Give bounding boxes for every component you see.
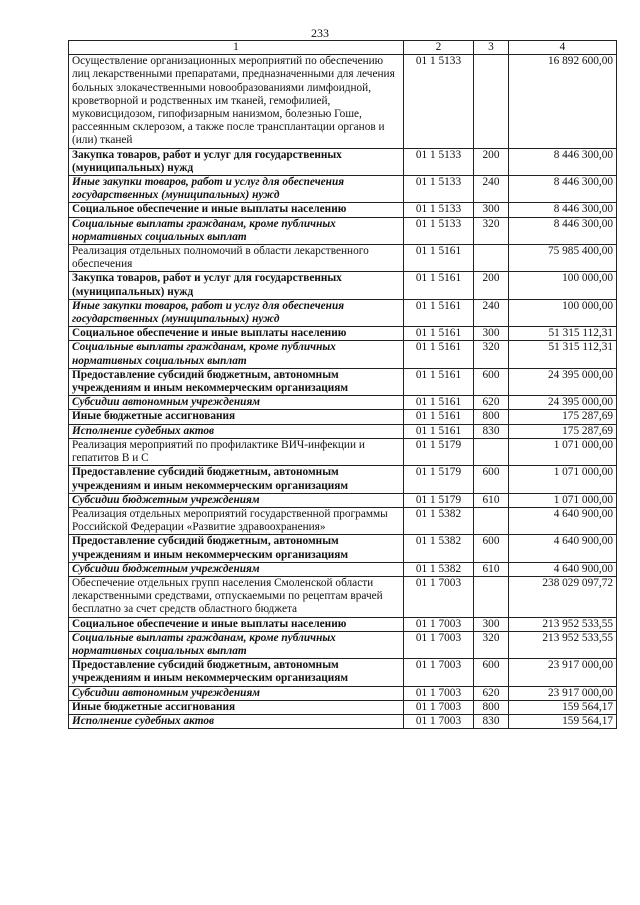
row-target-code: 01 1 5161 bbox=[404, 410, 474, 424]
row-target-code: 01 1 5133 bbox=[404, 217, 474, 244]
column-header-amount: 4 bbox=[509, 41, 617, 55]
row-expense-type: 600 bbox=[474, 368, 509, 395]
row-target-code: 01 1 7003 bbox=[404, 659, 474, 686]
row-target-code: 01 1 5382 bbox=[404, 535, 474, 562]
row-expense-type: 320 bbox=[474, 217, 509, 244]
row-name: Социальное обеспечение и иные выплаты населению bbox=[69, 327, 404, 341]
row-target-code: 01 1 5179 bbox=[404, 438, 474, 465]
table-row bbox=[69, 410, 617, 424]
row-amount: 51 315 112,31 bbox=[509, 327, 617, 341]
row-amount: 8 446 300,00 bbox=[509, 148, 617, 175]
row-target-code: 01 1 5161 bbox=[404, 368, 474, 395]
table-row bbox=[69, 396, 617, 410]
row-expense-type: 240 bbox=[474, 176, 509, 203]
row-name: Закупка товаров, работ и услуг для государственных (муниципальных) нужд bbox=[69, 148, 404, 175]
row-amount: 213 952 533,55 bbox=[509, 631, 617, 658]
table-row bbox=[69, 700, 617, 714]
row-target-code: 01 1 5161 bbox=[404, 299, 474, 326]
table-row bbox=[69, 341, 617, 368]
row-expense-type: 800 bbox=[474, 700, 509, 714]
table-row bbox=[69, 714, 617, 728]
row-target-code: 01 1 5133 bbox=[404, 176, 474, 203]
row-expense-type: 200 bbox=[474, 272, 509, 299]
row-amount: 8 446 300,00 bbox=[509, 203, 617, 217]
row-expense-type: 830 bbox=[474, 424, 509, 438]
table-row bbox=[69, 245, 617, 272]
row-target-code: 01 1 5382 bbox=[404, 562, 474, 576]
row-name: Осуществление организационных мероприятий по обеспечению лиц лекарственными препаратами, предназначенными для лечения больных злокачественными новообразованиями лимфоидной, кроветворной и родственных им тканей, гемофилией, муковисцидозом, гипофизарным нанизмом, болезнью Гоше, рассеянным склерозом, а также после трансплантации органов и (или) тканей bbox=[69, 55, 404, 148]
row-target-code: 01 1 5133 bbox=[404, 55, 474, 148]
row-expense-type bbox=[474, 438, 509, 465]
table-row bbox=[69, 535, 617, 562]
row-amount: 16 892 600,00 bbox=[509, 55, 617, 148]
row-expense-type: 800 bbox=[474, 410, 509, 424]
table-row bbox=[69, 327, 617, 341]
row-amount: 4 640 900,00 bbox=[509, 535, 617, 562]
row-amount: 1 071 000,00 bbox=[509, 466, 617, 493]
row-target-code: 01 1 5161 bbox=[404, 341, 474, 368]
row-expense-type: 300 bbox=[474, 203, 509, 217]
row-target-code: 01 1 7003 bbox=[404, 631, 474, 658]
row-expense-type: 620 bbox=[474, 686, 509, 700]
row-name: Субсидии автономным учреждениям bbox=[69, 686, 404, 700]
row-amount: 100 000,00 bbox=[509, 272, 617, 299]
row-target-code: 01 1 5179 bbox=[404, 466, 474, 493]
row-target-code: 01 1 5382 bbox=[404, 507, 474, 534]
column-header-code: 2 bbox=[404, 41, 474, 55]
row-name: Реализация мероприятий по профилактике ВИЧ-инфекции и гепатитов В и С bbox=[69, 438, 404, 465]
row-name: Исполнение судебных актов bbox=[69, 714, 404, 728]
row-amount: 4 640 900,00 bbox=[509, 507, 617, 534]
row-name: Социальные выплаты гражданам, кроме публичных нормативных социальных выплат bbox=[69, 631, 404, 658]
row-name: Иные бюджетные ассигнования bbox=[69, 410, 404, 424]
page-number: 233 bbox=[311, 26, 329, 40]
row-name: Предоставление субсидий бюджетным, автономным учреждениям и иным некоммерческим организациям bbox=[69, 368, 404, 395]
budget-table bbox=[68, 40, 617, 729]
table-header-row bbox=[69, 41, 617, 55]
row-target-code: 01 1 5161 bbox=[404, 245, 474, 272]
row-target-code: 01 1 5161 bbox=[404, 424, 474, 438]
column-header-name: 1 bbox=[69, 41, 404, 55]
row-amount: 159 564,17 bbox=[509, 714, 617, 728]
row-expense-type bbox=[474, 576, 509, 617]
row-amount: 238 029 097,72 bbox=[509, 576, 617, 617]
table-row bbox=[69, 562, 617, 576]
row-name: Социальное обеспечение и иные выплаты населению bbox=[69, 203, 404, 217]
table-row bbox=[69, 686, 617, 700]
row-name: Предоставление субсидий бюджетным, автономным учреждениям и иным некоммерческим организациям bbox=[69, 466, 404, 493]
row-amount: 75 985 400,00 bbox=[509, 245, 617, 272]
table-row bbox=[69, 217, 617, 244]
row-amount: 8 446 300,00 bbox=[509, 176, 617, 203]
table-row bbox=[69, 424, 617, 438]
row-expense-type bbox=[474, 245, 509, 272]
row-name: Реализация отдельных мероприятий государственной программы Российской Федерации «Развитие здравоохранения» bbox=[69, 507, 404, 534]
table-row bbox=[69, 203, 617, 217]
row-expense-type: 610 bbox=[474, 562, 509, 576]
row-name: Предоставление субсидий бюджетным, автономным учреждениям и иным некоммерческим организациям bbox=[69, 535, 404, 562]
row-amount: 4 640 900,00 bbox=[509, 562, 617, 576]
row-expense-type: 610 bbox=[474, 493, 509, 507]
row-name: Иные бюджетные ассигнования bbox=[69, 700, 404, 714]
row-expense-type: 600 bbox=[474, 535, 509, 562]
row-name: Социальные выплаты гражданам, кроме публичных нормативных социальных выплат bbox=[69, 341, 404, 368]
table-row bbox=[69, 466, 617, 493]
table-row bbox=[69, 631, 617, 658]
row-target-code: 01 1 5133 bbox=[404, 203, 474, 217]
table-row bbox=[69, 576, 617, 617]
row-expense-type bbox=[474, 55, 509, 148]
row-name: Субсидии бюджетным учреждениям bbox=[69, 562, 404, 576]
table-row bbox=[69, 272, 617, 299]
row-expense-type: 200 bbox=[474, 148, 509, 175]
row-name: Обеспечение отдельных групп населения Смоленской области лекарственными средствами, отпускаемыми по рецептам врачей бесплатно за счет средств областного бюджета bbox=[69, 576, 404, 617]
row-expense-type: 300 bbox=[474, 327, 509, 341]
row-amount: 213 952 533,55 bbox=[509, 617, 617, 631]
row-target-code: 01 1 5161 bbox=[404, 272, 474, 299]
table-row bbox=[69, 299, 617, 326]
row-amount: 24 395 000,00 bbox=[509, 368, 617, 395]
row-target-code: 01 1 7003 bbox=[404, 617, 474, 631]
table-row bbox=[69, 368, 617, 395]
row-amount: 23 917 000,00 bbox=[509, 686, 617, 700]
row-target-code: 01 1 5133 bbox=[404, 148, 474, 175]
table-row bbox=[69, 617, 617, 631]
row-name: Закупка товаров, работ и услуг для государственных (муниципальных) нужд bbox=[69, 272, 404, 299]
row-name: Предоставление субсидий бюджетным, автономным учреждениям и иным некоммерческим организациям bbox=[69, 659, 404, 686]
row-expense-type: 830 bbox=[474, 714, 509, 728]
row-name: Социальные выплаты гражданам, кроме публичных нормативных социальных выплат bbox=[69, 217, 404, 244]
row-amount: 175 287,69 bbox=[509, 424, 617, 438]
row-name: Иные закупки товаров, работ и услуг для обеспечения государственных (муниципальных) нужд bbox=[69, 299, 404, 326]
row-name: Иные закупки товаров, работ и услуг для обеспечения государственных (муниципальных) нужд bbox=[69, 176, 404, 203]
row-target-code: 01 1 7003 bbox=[404, 686, 474, 700]
row-expense-type: 300 bbox=[474, 617, 509, 631]
table-row bbox=[69, 176, 617, 203]
row-target-code: 01 1 7003 bbox=[404, 700, 474, 714]
row-target-code: 01 1 7003 bbox=[404, 576, 474, 617]
row-amount: 100 000,00 bbox=[509, 299, 617, 326]
table-row bbox=[69, 659, 617, 686]
column-header-expense-type: 3 bbox=[474, 41, 509, 55]
table-row bbox=[69, 438, 617, 465]
row-target-code: 01 1 5161 bbox=[404, 327, 474, 341]
row-amount: 8 446 300,00 bbox=[509, 217, 617, 244]
row-amount: 1 071 000,00 bbox=[509, 438, 617, 465]
row-target-code: 01 1 5179 bbox=[404, 493, 474, 507]
table-row bbox=[69, 55, 617, 148]
row-expense-type: 320 bbox=[474, 631, 509, 658]
row-target-code: 01 1 5161 bbox=[404, 396, 474, 410]
table-row bbox=[69, 507, 617, 534]
row-amount: 23 917 000,00 bbox=[509, 659, 617, 686]
row-name: Субсидии автономным учреждениям bbox=[69, 396, 404, 410]
table-body bbox=[69, 55, 617, 729]
row-amount: 1 071 000,00 bbox=[509, 493, 617, 507]
row-expense-type: 600 bbox=[474, 466, 509, 493]
table-row bbox=[69, 148, 617, 175]
row-name: Субсидии бюджетным учреждениям bbox=[69, 493, 404, 507]
row-amount: 51 315 112,31 bbox=[509, 341, 617, 368]
row-name: Исполнение судебных актов bbox=[69, 424, 404, 438]
row-name: Реализация отдельных полномочий в области лекарственного обеспечения bbox=[69, 245, 404, 272]
row-amount: 175 287,69 bbox=[509, 410, 617, 424]
row-expense-type: 320 bbox=[474, 341, 509, 368]
row-expense-type: 240 bbox=[474, 299, 509, 326]
row-expense-type bbox=[474, 507, 509, 534]
row-amount: 24 395 000,00 bbox=[509, 396, 617, 410]
row-target-code: 01 1 7003 bbox=[404, 714, 474, 728]
row-name: Социальное обеспечение и иные выплаты населению bbox=[69, 617, 404, 631]
table-row bbox=[69, 493, 617, 507]
row-amount: 159 564,17 bbox=[509, 700, 617, 714]
row-expense-type: 620 bbox=[474, 396, 509, 410]
row-expense-type: 600 bbox=[474, 659, 509, 686]
